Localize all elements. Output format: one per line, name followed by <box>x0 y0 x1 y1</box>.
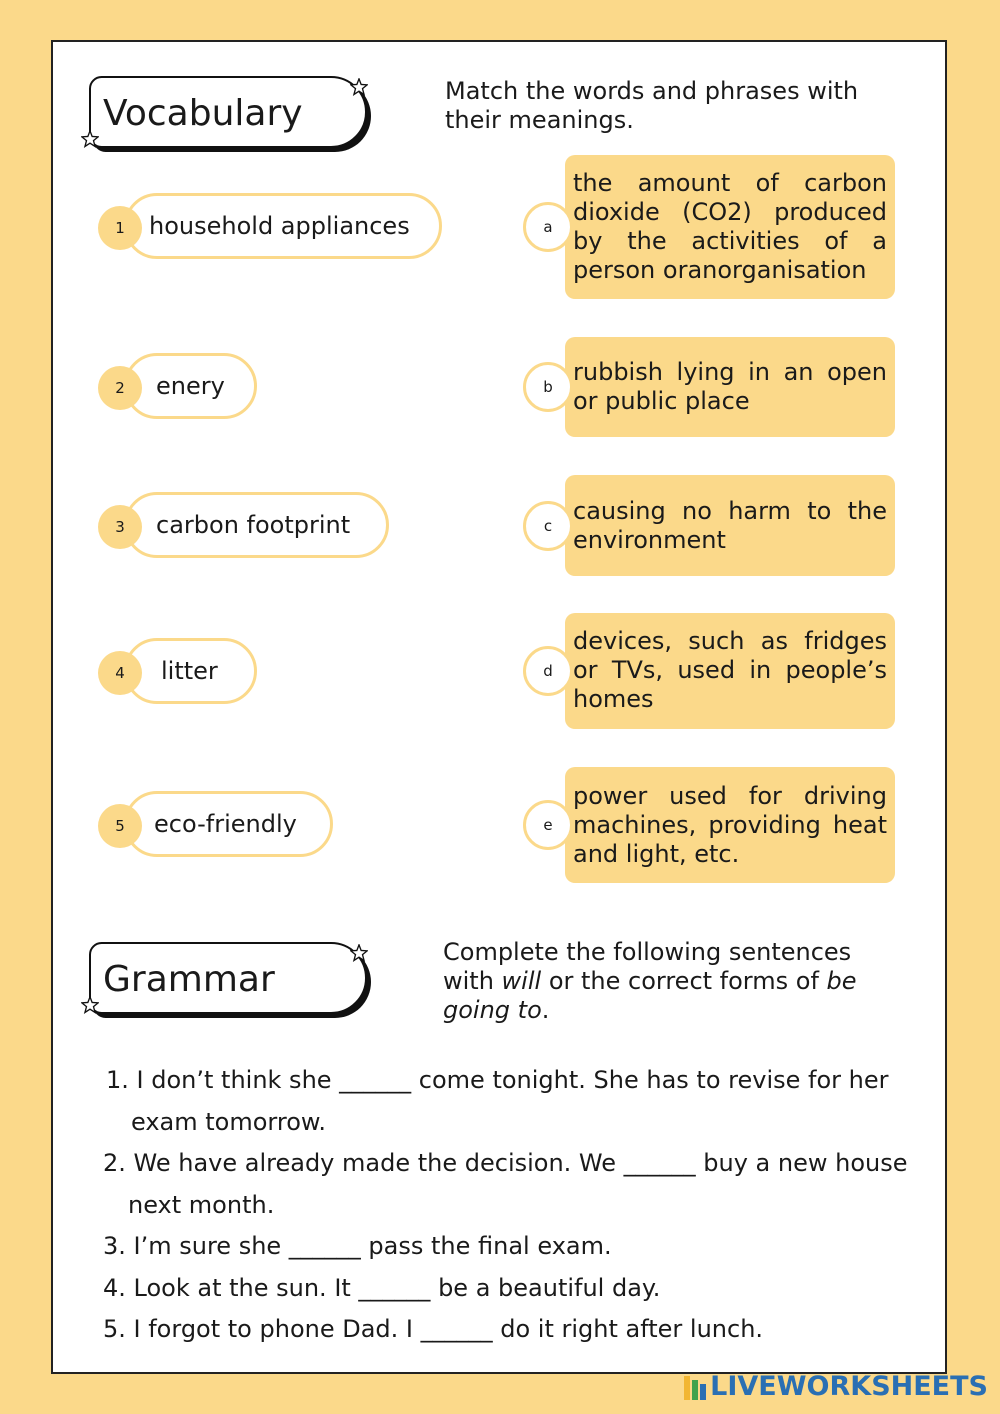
liveworksheets-brand-text: LIVEWORKSHEETS <box>710 1371 988 1402</box>
star-icon <box>81 996 99 1014</box>
grammar-sentence[interactable]: 3. I’m sure she ______ pass the final exam. <box>103 1232 612 1260</box>
grammar-sentence[interactable]: 1. I don’t think she ______ come tonight. She has to revise for her exam tomorrow. <box>106 1066 889 1136</box>
grammar-sentence-list <box>100 1060 930 1351</box>
star-icon <box>350 944 368 962</box>
word-number: 5 <box>98 804 142 848</box>
liveworksheets-logo-icon <box>684 1376 706 1400</box>
word-pill[interactable]: eco-friendly <box>124 791 333 857</box>
star-icon <box>350 78 368 96</box>
grammar-sentence[interactable]: 4. Look at the sun. It ______ be a beautiful day. <box>103 1273 661 1302</box>
star-icon <box>81 130 99 148</box>
meaning-box[interactable]: power used for driving machines, providing heat and light, etc. <box>565 767 895 883</box>
meaning-letter: c <box>523 501 573 551</box>
meaning-box[interactable]: the amount of carbon dioxide (CO2) produced by the activities of a person oranorganisation <box>565 155 895 299</box>
meaning-letter: d <box>523 646 573 696</box>
meaning-box[interactable]: rubbish lying in an open or public place <box>565 337 895 437</box>
word-pill[interactable]: litter <box>124 638 257 704</box>
meaning-letter: a <box>523 202 573 252</box>
grammar-sentence[interactable]: 2. We have already made the decision. We ______ buy a new house next month. <box>103 1149 908 1219</box>
word-number: 3 <box>98 505 142 549</box>
meaning-letter: b <box>523 362 573 412</box>
grammar-sentence[interactable]: 5. I forgot to phone Dad. I ______ do it right after lunch. <box>103 1315 764 1343</box>
word-number: 4 <box>98 651 142 695</box>
meaning-box[interactable]: causing no harm to the environment <box>565 475 895 576</box>
liveworksheets-logo[interactable] <box>684 1372 988 1402</box>
vocabulary-title: Vocabulary <box>89 76 367 148</box>
word-pill[interactable]: carbon footprint <box>124 492 389 558</box>
word-number: 2 <box>98 366 142 410</box>
grammar-title: Grammar <box>89 942 367 1014</box>
word-pill[interactable]: household appliances <box>124 193 442 259</box>
word-pill[interactable]: enery <box>124 353 257 419</box>
vocabulary-instructions: Match the words and phrases with their meanings. <box>445 77 859 134</box>
meaning-letter: e <box>523 800 573 850</box>
meaning-box[interactable]: devices, such as fridges or TVs, used in people’s homes <box>565 613 895 729</box>
word-number: 1 <box>98 206 142 250</box>
grammar-instructions: Complete the following sentences with will or the correct forms of be going to. <box>443 938 857 1024</box>
